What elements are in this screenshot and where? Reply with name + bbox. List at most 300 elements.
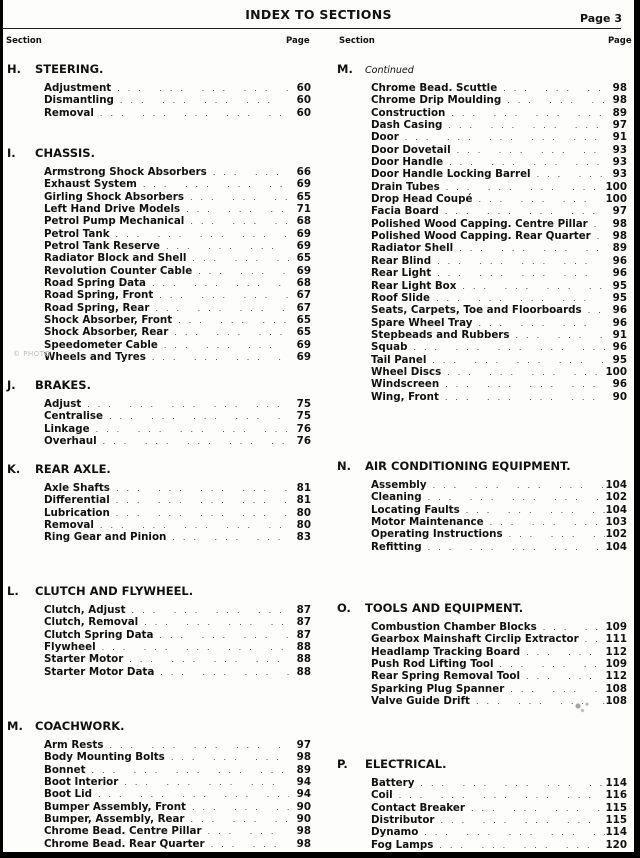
dot-leader xyxy=(579,634,605,646)
entry-label: Wheels and Tyres xyxy=(44,351,146,364)
section-items xyxy=(371,479,627,553)
section-heading xyxy=(337,755,627,773)
section-title: COACHWORK. xyxy=(35,719,125,733)
section-i xyxy=(7,144,311,376)
section-heading xyxy=(337,60,627,78)
section-items xyxy=(44,82,311,119)
dot-leader xyxy=(180,204,289,216)
entry-label: Rear Light xyxy=(371,267,432,280)
dot-leader xyxy=(465,803,605,815)
entry-page-number: 111 xyxy=(605,633,627,646)
section-letter: I. xyxy=(7,146,16,160)
index-entry xyxy=(371,670,627,682)
index-entry xyxy=(371,144,627,156)
index-entry xyxy=(44,801,311,813)
index-entry xyxy=(371,633,627,645)
entry-label: Overhaul xyxy=(44,435,97,448)
entry-page-number: 98 xyxy=(296,825,311,838)
entry-page-number: 76 xyxy=(296,422,311,435)
entry-label: Door xyxy=(371,131,399,144)
section-p xyxy=(337,755,627,851)
entry-label: Clutch Spring Data xyxy=(44,628,154,641)
dot-leader xyxy=(431,256,605,268)
entry-page-number: 75 xyxy=(296,398,311,410)
entry-label: Facia Board xyxy=(371,205,439,218)
entry-label: Polished Wood Capping. Centre Pillar xyxy=(371,217,588,230)
dot-leader xyxy=(531,169,605,181)
dot-leader xyxy=(172,315,289,327)
entry-label: Adjustment xyxy=(44,82,112,94)
entry-page-number: 87 xyxy=(296,616,311,629)
entry-label: Assembly xyxy=(371,479,427,491)
entry-page-number: 60 xyxy=(296,82,311,94)
entry-page-number: 65 xyxy=(296,326,311,339)
entry-label: Petrol Tank Reserve xyxy=(44,240,160,253)
section-m xyxy=(7,717,311,850)
entry-page-number: 94 xyxy=(296,788,311,801)
index-entry xyxy=(44,240,311,252)
entry-label: Stepbeads and Rubbers xyxy=(371,328,510,341)
entry-label: Dash Casing xyxy=(371,119,443,132)
entry-page-number: 83 xyxy=(296,531,311,544)
dot-leader xyxy=(154,667,289,679)
section-k xyxy=(7,460,311,582)
section-letter: K. xyxy=(7,462,21,476)
section-title: STEERING. xyxy=(35,62,104,76)
dot-leader xyxy=(503,529,605,541)
index-entry xyxy=(371,267,627,279)
dot-leader xyxy=(456,281,605,293)
entry-label: Push Rod Lifting Tool xyxy=(371,658,494,671)
entry-page-number: 81 xyxy=(296,494,311,507)
section-items xyxy=(44,166,311,364)
dot-leader xyxy=(427,480,605,492)
section-items xyxy=(44,482,311,544)
entry-page-number: 98 xyxy=(296,751,311,764)
index-entry xyxy=(371,802,627,814)
index-entry xyxy=(371,683,627,695)
dot-leader xyxy=(96,642,289,654)
dot-leader xyxy=(168,327,289,339)
index-entry xyxy=(371,479,627,491)
index-entry xyxy=(44,838,311,850)
dot-leader xyxy=(166,532,289,544)
entry-label: Fog Lamps xyxy=(371,838,434,851)
dot-leader xyxy=(441,367,605,379)
section-heading xyxy=(337,457,627,475)
entry-page-number: 88 xyxy=(296,641,311,654)
index-entry xyxy=(371,107,627,119)
entry-label: Adjust xyxy=(44,398,82,410)
section-letter: N. xyxy=(337,459,351,473)
entry-label: Road Spring, Front xyxy=(44,289,154,302)
right-section-header: Section xyxy=(339,36,375,46)
entry-label: Polished Wood Capping. Rear Quarter xyxy=(371,230,591,243)
index-entry xyxy=(371,826,627,838)
index-entry xyxy=(371,255,627,267)
entry-page-number: 89 xyxy=(296,763,311,776)
dot-leader xyxy=(520,671,605,683)
entry-page-number: 93 xyxy=(612,168,627,181)
entry-page-number: 89 xyxy=(612,242,627,255)
index-entry xyxy=(371,491,627,503)
entry-label: Construction xyxy=(371,106,446,119)
entry-page-number: 109 xyxy=(605,658,627,671)
dot-leader xyxy=(520,647,605,659)
index-entry xyxy=(44,482,311,494)
index-entry xyxy=(371,304,627,316)
index-entry xyxy=(44,228,311,240)
entry-label: Road Spring Data xyxy=(44,277,146,290)
section-title: REAR AXLE. xyxy=(35,462,111,476)
entry-page-number: 69 xyxy=(296,227,311,240)
section-letter: J. xyxy=(7,378,16,392)
entry-label: Exhaust System xyxy=(44,178,137,191)
entry-label: Refitting xyxy=(371,540,422,553)
entry-label: Revolution Counter Cable xyxy=(44,264,193,277)
index-entry xyxy=(44,215,311,227)
section-letter: M. xyxy=(7,719,23,733)
section-items xyxy=(44,604,311,678)
entry-page-number: 87 xyxy=(296,604,311,616)
index-entry xyxy=(44,351,311,363)
index-entry xyxy=(371,366,627,378)
section-title: CHASSIS. xyxy=(35,146,95,160)
entry-page-number: 95 xyxy=(612,279,627,292)
entry-page-number: 80 xyxy=(296,519,311,532)
index-entry xyxy=(371,94,627,106)
entry-page-number: 69 xyxy=(296,178,311,191)
index-entry xyxy=(371,354,627,366)
entry-page-number: 90 xyxy=(296,813,311,826)
index-entry xyxy=(371,242,627,254)
entry-label: Drain Tubes xyxy=(371,180,440,193)
index-entry xyxy=(371,516,627,528)
entry-label: Seats, Carpets, Toe and Floorboards xyxy=(371,304,582,317)
index-entry xyxy=(44,531,311,543)
index-entry xyxy=(44,423,311,435)
entry-page-number: 90 xyxy=(296,800,311,813)
entry-label: Differential xyxy=(44,494,110,507)
entry-label: Distributor xyxy=(371,814,435,827)
entry-page-number: 69 xyxy=(296,264,311,277)
entry-label: Flywheel xyxy=(44,641,96,654)
index-entry xyxy=(44,94,311,106)
entry-page-number: 60 xyxy=(296,94,311,107)
index-entry xyxy=(371,504,627,516)
entry-page-number: 81 xyxy=(296,482,311,494)
section-l xyxy=(7,582,311,717)
dot-leader xyxy=(186,802,289,814)
index-entry xyxy=(44,252,311,264)
entry-page-number: 96 xyxy=(612,304,627,317)
index-entry xyxy=(44,813,311,825)
entry-page-number: 98 xyxy=(612,94,627,107)
index-entry xyxy=(44,507,311,519)
entry-page-number: 104 xyxy=(605,503,627,516)
index-entry xyxy=(371,341,627,353)
entry-page-number: 98 xyxy=(612,82,627,94)
entry-label: Windscreen xyxy=(371,378,440,391)
entry-page-number: 90 xyxy=(612,390,627,403)
index-entry xyxy=(371,317,627,329)
entry-label: Valve Guide Drift xyxy=(371,695,470,708)
dot-leader xyxy=(146,278,289,290)
header-rule xyxy=(3,28,621,29)
entry-label: Wing, Front xyxy=(371,390,439,403)
entry-label: Boot Interior xyxy=(44,776,119,789)
section-o xyxy=(337,599,627,755)
index-entry xyxy=(371,230,627,242)
entry-label: Spare Wheel Tray xyxy=(371,316,473,329)
index-entry xyxy=(371,82,627,94)
entry-page-number: 109 xyxy=(605,621,627,633)
dot-leader xyxy=(153,290,289,302)
entry-page-number: 68 xyxy=(296,277,311,290)
dot-leader xyxy=(414,778,605,790)
entry-label: Shock Absorber, Rear xyxy=(44,326,169,339)
section-title: BRAKES. xyxy=(35,378,91,392)
entry-page-number: 97 xyxy=(612,119,627,132)
dot-leader xyxy=(110,495,289,507)
entry-label: Centralise xyxy=(44,410,103,423)
dot-leader xyxy=(591,231,605,243)
dot-leader xyxy=(439,379,605,391)
entry-page-number: 68 xyxy=(296,215,311,228)
index-entry xyxy=(44,191,311,203)
entry-label: Chrome Bead. Scuttle xyxy=(371,82,498,94)
watermark: © PHOTO xyxy=(13,350,51,358)
dot-leader xyxy=(510,330,605,342)
entry-label: Gearbox Mainshaft Circlip Extractor xyxy=(371,633,579,646)
entry-label: Operating Instructions xyxy=(371,528,503,541)
entry-page-number: 69 xyxy=(296,351,311,364)
entry-label: Battery xyxy=(371,777,415,789)
index-entry xyxy=(44,776,311,788)
entry-page-number: 115 xyxy=(605,814,627,827)
entry-page-number: 96 xyxy=(612,341,627,354)
dot-leader xyxy=(433,840,605,852)
index-entry xyxy=(371,378,627,390)
entry-page-number: 104 xyxy=(605,540,627,553)
entry-label: Clutch, Adjust xyxy=(44,604,126,616)
index-entry xyxy=(371,292,627,304)
section-n xyxy=(337,457,627,599)
entry-label: Ring Gear and Pinion xyxy=(44,531,167,544)
section-title: ELECTRICAL. xyxy=(365,757,447,771)
entry-label: Arm Rests xyxy=(44,739,104,751)
dot-leader xyxy=(165,752,289,764)
entry-page-number: 96 xyxy=(612,254,627,267)
entry-label: Tail Panel xyxy=(371,353,427,366)
entry-page-number: 104 xyxy=(605,479,627,491)
section-heading xyxy=(7,460,311,478)
index-entry xyxy=(371,777,627,789)
entry-label: Door Dovetail xyxy=(371,143,451,156)
index-entry xyxy=(44,666,311,678)
index-entry xyxy=(44,326,311,338)
entry-label: Boot Lid xyxy=(44,788,92,801)
entry-label: Radiator Block and Shell xyxy=(44,252,187,265)
index-entry xyxy=(44,398,311,410)
entry-page-number: 112 xyxy=(605,645,627,658)
index-entry xyxy=(44,265,311,277)
entry-label: Locating Faults xyxy=(371,503,460,516)
dot-leader xyxy=(90,424,289,436)
index-entry xyxy=(371,839,627,851)
index-entry xyxy=(44,764,311,776)
index-page xyxy=(3,0,634,852)
section-title: CLUTCH AND FLYWHEEL. xyxy=(35,584,194,598)
index-entry xyxy=(371,193,627,205)
entry-label: Speedometer Cable xyxy=(44,338,158,351)
entry-page-number: 69 xyxy=(296,240,311,253)
page-number: Page 3 xyxy=(579,12,622,25)
section-items xyxy=(371,777,627,851)
entry-label: Chrome Bead. Centre Pillar xyxy=(44,825,202,838)
dot-leader xyxy=(192,266,289,278)
entry-label: Bonnet xyxy=(44,763,86,776)
entry-page-number: 88 xyxy=(296,665,311,678)
entry-label: Clutch, Removal xyxy=(44,616,139,629)
entry-label: Body Mounting Bolts xyxy=(44,751,165,764)
entry-page-number: 95 xyxy=(612,291,627,304)
dot-leader xyxy=(582,305,605,317)
index-entry xyxy=(44,339,311,351)
entry-label: Motor Maintenance xyxy=(371,516,484,529)
dot-leader xyxy=(184,192,289,204)
section-heading xyxy=(337,599,627,617)
index-entry xyxy=(371,218,627,230)
entry-label: Radiator Shell xyxy=(371,242,454,255)
section-items xyxy=(44,398,311,447)
section-heading xyxy=(7,582,311,600)
left-section-header: Section xyxy=(6,36,42,46)
ink-smudge xyxy=(566,697,596,715)
entry-label: Dynamo xyxy=(371,826,419,839)
index-entry xyxy=(371,528,627,540)
index-entry xyxy=(44,751,311,763)
entry-label: Starter Motor xyxy=(44,653,124,666)
dot-leader xyxy=(504,684,605,696)
dot-leader xyxy=(138,617,289,629)
entry-label: Lubrication xyxy=(44,506,110,519)
dot-leader xyxy=(426,355,605,367)
section-title: TOOLS AND EQUIPMENT. xyxy=(365,601,524,615)
entry-page-number: 67 xyxy=(296,289,311,302)
entry-label: Door Handle xyxy=(371,156,444,169)
section-j xyxy=(7,376,311,460)
entry-label: Petrol Pump Mechanical xyxy=(44,215,185,228)
entry-page-number: 91 xyxy=(612,131,627,144)
section-heading xyxy=(7,144,311,162)
dot-leader xyxy=(472,194,605,206)
entry-label: Combustion Chamber Blocks xyxy=(371,621,537,633)
dot-leader xyxy=(158,340,289,352)
right-page-header: Page xyxy=(608,36,632,46)
index-entry xyxy=(371,156,627,168)
dot-leader xyxy=(118,777,289,789)
dot-leader xyxy=(422,542,605,554)
entry-page-number: 60 xyxy=(296,106,311,119)
entry-page-number: 80 xyxy=(296,506,311,519)
index-entry xyxy=(371,789,627,801)
entry-page-number: 88 xyxy=(296,653,311,666)
entry-label: Chrome Drip Moulding xyxy=(371,94,502,107)
entry-page-number: 71 xyxy=(296,203,311,216)
right-column xyxy=(337,60,627,851)
entry-page-number: 112 xyxy=(605,670,627,683)
index-entry xyxy=(371,814,627,826)
section-letter: O. xyxy=(337,601,351,615)
section-letter: H. xyxy=(7,62,21,76)
dot-leader xyxy=(445,108,605,120)
entry-label: Chrome Bead. Rear Quarter xyxy=(44,837,205,850)
entry-page-number: 102 xyxy=(605,528,627,541)
entry-label: Bumper Assembly, Front xyxy=(44,800,186,813)
entry-page-number: 65 xyxy=(296,252,311,265)
dot-leader xyxy=(407,342,605,354)
index-entry xyxy=(44,314,311,326)
entry-label: Roof Slide xyxy=(371,291,430,304)
index-entry xyxy=(371,131,627,143)
entry-page-number: 91 xyxy=(612,328,627,341)
entry-label: Rear Blind xyxy=(371,254,432,267)
index-entry xyxy=(44,289,311,301)
index-entry xyxy=(44,825,311,837)
index-entry xyxy=(44,788,311,800)
section-heading xyxy=(7,717,311,735)
entry-page-number: 89 xyxy=(612,106,627,119)
entry-page-number: 93 xyxy=(612,156,627,169)
index-entry xyxy=(371,205,627,217)
entry-page-number: 108 xyxy=(605,682,627,695)
index-entry xyxy=(44,166,311,178)
entry-page-number: 96 xyxy=(612,378,627,391)
entry-label: Left Hand Drive Models xyxy=(44,203,181,216)
dot-leader xyxy=(110,508,289,520)
entry-label: Squab xyxy=(371,341,408,354)
index-entry xyxy=(44,302,311,314)
section-heading xyxy=(7,60,311,78)
entry-page-number: 120 xyxy=(605,838,627,851)
entry-label: Armstrong Shock Absorbers xyxy=(44,166,207,178)
entry-label: Dismantling xyxy=(44,94,114,107)
entry-label: Shock Absorber, Front xyxy=(44,314,173,327)
entry-label: Bumper, Assembly, Rear xyxy=(44,813,185,826)
entry-page-number: 87 xyxy=(296,628,311,641)
index-entry xyxy=(371,658,627,670)
section-items xyxy=(371,621,627,707)
index-entry xyxy=(371,541,627,553)
entry-page-number: 96 xyxy=(612,316,627,329)
index-entry xyxy=(44,435,311,447)
entry-label: Headlamp Tracking Board xyxy=(371,645,521,658)
entry-label: Wheel Discs xyxy=(371,365,442,378)
entry-page-number: 103 xyxy=(605,516,627,529)
dot-leader xyxy=(501,95,605,107)
entry-label: Girling Shock Absorbers xyxy=(44,190,184,203)
entry-label: Removal xyxy=(44,519,94,532)
dot-leader xyxy=(431,268,605,280)
left-page-header: Page xyxy=(286,36,310,46)
entry-page-number: 69 xyxy=(296,338,311,351)
dot-leader xyxy=(497,83,605,95)
entry-label: Axle Shafts xyxy=(44,482,110,494)
left-column xyxy=(7,60,311,850)
index-entry xyxy=(371,280,627,292)
index-entry xyxy=(371,181,627,193)
